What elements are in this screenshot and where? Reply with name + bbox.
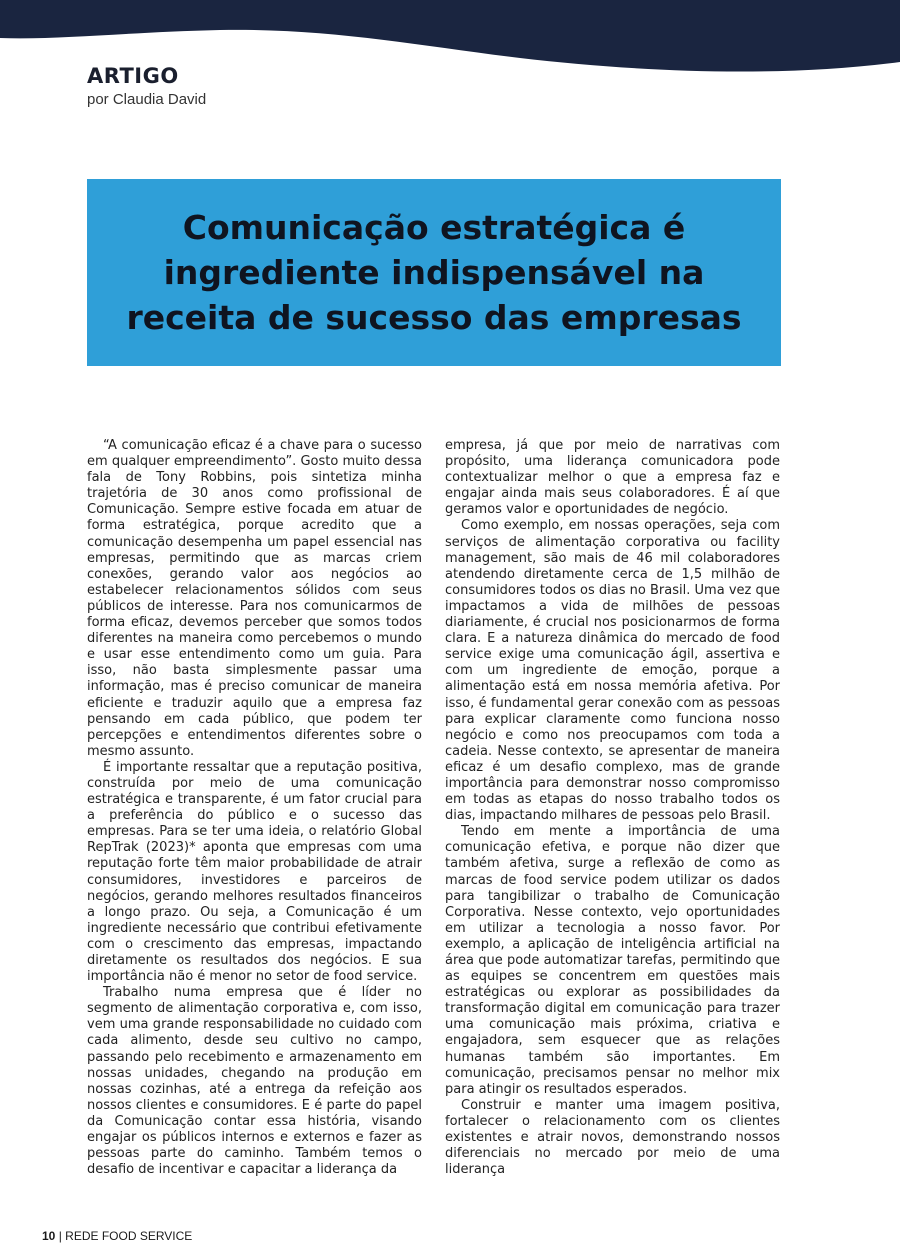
page-footer bbox=[42, 1229, 192, 1243]
publication-name: REDE FOOD SERVICE bbox=[65, 1229, 193, 1243]
section-label: ARTIGO bbox=[87, 64, 179, 88]
title-banner bbox=[87, 179, 781, 366]
left-column bbox=[87, 438, 422, 1178]
paragraph-continuation: empresa, já que por meio de narrativas com propósito, uma liderança comunicadora pode contextualizar melhor o que a empresa faz e engajar ainda mais seus colaboradores. É aí que geramos valor e oportunidades de negócio. bbox=[445, 438, 780, 518]
footer-separator: | bbox=[55, 1229, 66, 1243]
article-header bbox=[87, 62, 206, 110]
paragraph: Tendo em mente a importância de uma comunicação efetiva, e porque não dizer que também afetiva, surge a reflexão de como as marcas de food service podem utilizar os dados para tangibilizar o trabalho de Comunicação Corporativa. Nesse contexto, vejo oportunidades em utilizar a tecnologia a nosso favor. Por exemplo, a aplicação de inteligência artificial na área que pode automatizar tarefas, permitindo que as equipes se concentrem em questões mais estratégicas ou explorar as possibilidades da transformação digital em comunicação para trazer uma comunicação mais próxima, criativa e engajadora, sem esquecer que as relações humanas também são importantes. Em comunicação, precisamos pensar no melhor mix para atingir os resultados esperados. bbox=[445, 824, 780, 1097]
right-column bbox=[445, 438, 780, 1178]
paragraph: Trabalho numa empresa que é líder no segmento de alimentação corporativa e, com isso, vem uma grande responsabilidade no cuidado com cada alimento, desde seu cultivo no campo, passando pelo recebimento e armazenamento em nossas unidades, chegando na produção em nossas cozinhas, até a entrega da refeição aos nossos clientes e consumidores. E é parte do papel da Comunicação contar essa história, visando engajar os públicos internos e externos e fazer as pessoas parte do caminho. Também temos o desafio de incentivar e capacitar a liderança da bbox=[87, 985, 422, 1178]
article-title: Comunicação estratégica é ingrediente indispensável na receita de sucesso das empresas bbox=[126, 208, 742, 337]
paragraph: É importante ressaltar que a reputação positiva, construída por meio de uma comunicação estratégica e transparente, é um fator crucial para a preferência do público e o sucesso das empresas. Para se ter uma ideia, o relatório Global RepTrak (2023)* aponta que empresas com uma reputação forte têm maior probabilidade de atrair consumidores, investidores e parceiros de negócios, gerando melhores resultados financeiros a longo prazo. Ou seja, a Comunicação é um ingrediente necessário que contribui efetivamente com o crescimento das empresas, impactando diretamente os resultados dos negócios. E sua importância não é menor no setor de food service. bbox=[87, 759, 422, 985]
author-byline: por Claudia David bbox=[87, 91, 207, 108]
paragraph: Construir e manter uma imagem positiva, fortalecer o relacionamento com os clientes existentes e atrair novos, demonstrando nossos diferenciais no mercado por meio de uma liderança bbox=[445, 1097, 780, 1178]
page-number: 10 bbox=[42, 1229, 56, 1243]
paragraph: Como exemplo, em nossas operações, seja com serviços de alimentação corporativa ou facility management, são mais de 46 mil colaboradores atendendo diretamente cerca de 1,5 milhão de consumidores todos os dias no Brasil. Uma vez que impactamos a vida de milhões de pessoas diariamente, é crucial nos posicionarmos de forma clara. E a natureza dinâmica do mercado de food service exige uma comunicação ágil, assertiva e com um ingrediente de emoção, porque a alimentação está em nossa memória afetiva. Por isso, é fundamental gerar conexão com as pessoas para explicar claramente como funciona nosso negócio e como nos preocupamos com toda a cadeia. Nesse contexto, se apresentar de maneira eficaz é um desafio complexo, mas de grande importância para demonstrar nosso compromisso em todas as etapas do nosso trabalho todos os dias, impactando milhares de pessoas pelo Brasil. bbox=[445, 518, 780, 824]
paragraph: “A comunicação eficaz é a chave para o sucesso em qualquer empreendimento”. Gosto muito dessa fala de Tony Robbins, pois sintetiza minha trajetória de 30 anos como profissional de Comunicação. Sempre estive focada em atuar de forma estratégica, porque acredito que a comunicação desempenha um papel essencial nas empresas, permitindo que as marcas criem conexões, gerando valor aos negócios ao estabelecer relacionamentos sólidos com seus públicos de interesse. Para nos comunicarmos de forma eficaz, devemos perceber que somos todos diferentes na maneira como percebemos o mundo e usar esse entendimento como um guia. Para isso, não basta simplesmente passar uma informação, mas é preciso comunicar de maneira eficiente e traduzir aquilo que a empresa faz pensando em cada público, que podem ter percepções e entendimentos diferentes sobre o mesmo assunto. bbox=[87, 438, 422, 759]
